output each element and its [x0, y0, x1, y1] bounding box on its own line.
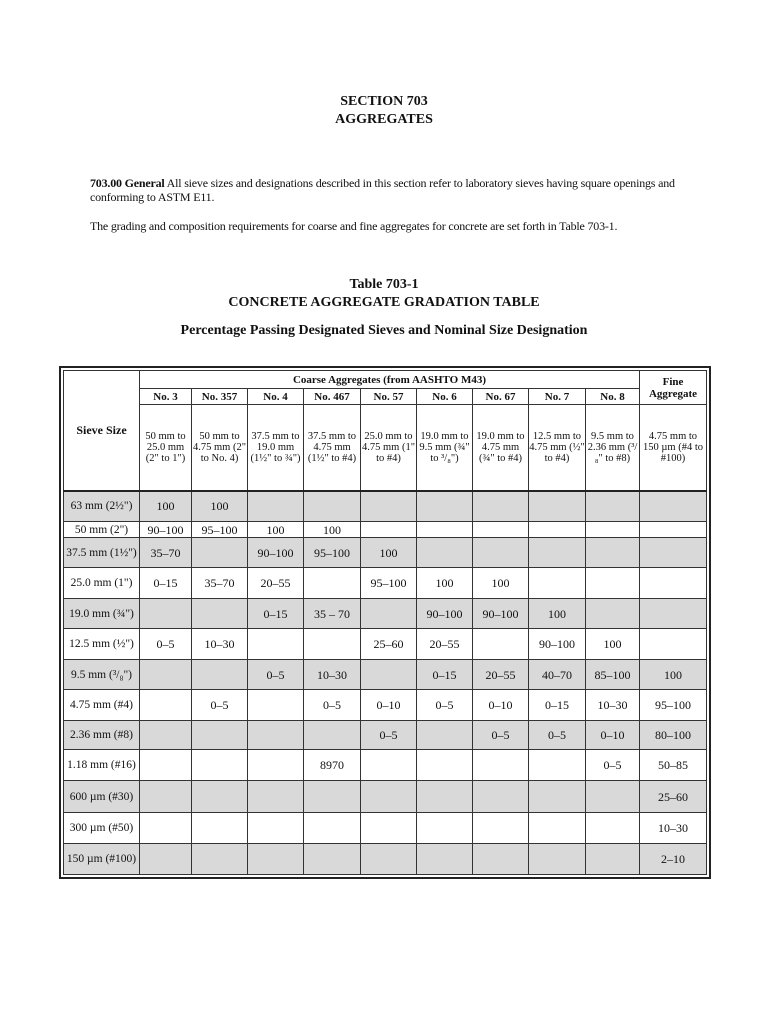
percent-passing-cell: 0–5	[473, 721, 529, 750]
grading-paragraph: The grading and composition requirements for coarse and fine aggregates for concrete are set forth in Table 703-1.	[90, 219, 618, 233]
column-name-header: No. 3	[140, 389, 192, 405]
percent-passing-cell: 100	[529, 599, 586, 629]
percent-passing-cell	[473, 538, 529, 568]
percent-passing-cell: 100	[361, 538, 417, 568]
percent-passing-cell: 0–15	[417, 660, 473, 690]
percent-passing-cell: 0–5	[304, 690, 361, 721]
table-row	[64, 629, 707, 660]
percent-passing-cell	[140, 660, 192, 690]
column-name-header: No. 357	[192, 389, 248, 405]
percent-passing-cell	[640, 568, 707, 599]
percent-passing-cell: 100	[473, 568, 529, 599]
sieve-size-cell: 63 mm (2½")	[64, 491, 140, 522]
percent-passing-cell	[248, 629, 304, 660]
percent-passing-cell	[586, 568, 640, 599]
percent-passing-cell	[140, 813, 192, 844]
percent-passing-cell: 0–5	[140, 629, 192, 660]
percent-passing-cell: 0–15	[529, 690, 586, 721]
sieve-size-cell: 2.36 mm (#8)	[64, 721, 140, 750]
percent-passing-cell	[417, 813, 473, 844]
percent-passing-cell	[473, 781, 529, 813]
percent-passing-cell	[361, 844, 417, 875]
percent-passing-cell	[417, 721, 473, 750]
percent-passing-cell: 80–100	[640, 721, 707, 750]
percent-passing-cell: 95–100	[304, 538, 361, 568]
table-row	[64, 522, 707, 538]
percent-passing-cell: 20–55	[417, 629, 473, 660]
percent-passing-cell	[640, 522, 707, 538]
percent-passing-cell: 20–55	[248, 568, 304, 599]
table-row	[64, 721, 707, 750]
percent-passing-cell: 2–10	[640, 844, 707, 875]
percent-passing-cell	[473, 813, 529, 844]
percent-passing-cell	[586, 491, 640, 522]
percent-passing-cell	[304, 813, 361, 844]
sieve-size-header: Sieve Size	[64, 371, 140, 491]
percent-passing-cell	[140, 844, 192, 875]
percent-passing-cell: 100	[304, 522, 361, 538]
percent-passing-cell	[529, 844, 586, 875]
percent-passing-cell	[473, 522, 529, 538]
sieve-size-cell: 4.75 mm (#4)	[64, 690, 140, 721]
column-size-range: 19.0 mm to 9.5 mm (¾" to ³/₈")	[417, 405, 473, 491]
column-name-header: No. 57	[361, 389, 417, 405]
percent-passing-cell: 0–5	[248, 660, 304, 690]
table-row	[64, 660, 707, 690]
percent-passing-cell: 0–15	[140, 568, 192, 599]
percent-passing-cell: 0–10	[473, 690, 529, 721]
percent-passing-cell: 100	[192, 491, 248, 522]
percent-passing-cell: 95–100	[640, 690, 707, 721]
percent-passing-cell: 95–100	[361, 568, 417, 599]
percent-passing-cell	[473, 750, 529, 781]
column-size-range: 50 mm to 4.75 mm (2" to No. 4)	[192, 405, 248, 491]
percent-passing-cell	[248, 721, 304, 750]
percent-passing-cell	[361, 522, 417, 538]
percent-passing-cell	[529, 491, 586, 522]
percent-passing-cell	[417, 750, 473, 781]
section-title: AGGREGATES	[335, 112, 433, 127]
percent-passing-cell	[529, 538, 586, 568]
general-text: All sieve sizes and designations described in this section refer to laboratory sieves having square openings and conforming to ASTM E11.	[90, 176, 675, 204]
percent-passing-cell	[248, 750, 304, 781]
percent-passing-cell	[586, 538, 640, 568]
sieve-size-cell: 300 µm (#50)	[64, 813, 140, 844]
sieve-size-cell: 150 µm (#100)	[64, 844, 140, 875]
percent-passing-cell	[586, 522, 640, 538]
percent-passing-cell	[192, 750, 248, 781]
percent-passing-cell	[361, 813, 417, 844]
percent-passing-cell	[192, 844, 248, 875]
percent-passing-cell	[586, 599, 640, 629]
percent-passing-cell	[586, 813, 640, 844]
table-number: Table 703-1	[349, 277, 419, 292]
percent-passing-cell	[473, 491, 529, 522]
table-row	[64, 844, 707, 875]
percent-passing-cell: 0–5	[192, 690, 248, 721]
percent-passing-cell	[417, 781, 473, 813]
column-name-header: No. 6	[417, 389, 473, 405]
percent-passing-cell: 25–60	[361, 629, 417, 660]
sieve-size-cell: 50 mm (2")	[64, 522, 140, 538]
fine-aggregate-header: Fine Aggregate	[640, 371, 707, 405]
percent-passing-cell: 100	[248, 522, 304, 538]
percent-passing-cell	[248, 813, 304, 844]
column-name-header: No. 4	[248, 389, 304, 405]
gradation-table-frame	[59, 366, 711, 879]
table-row	[64, 750, 707, 781]
percent-passing-cell	[361, 750, 417, 781]
column-name-header: No. 67	[473, 389, 529, 405]
percent-passing-cell: 0–5	[586, 750, 640, 781]
percent-passing-cell: 10–30	[192, 629, 248, 660]
percent-passing-cell	[248, 781, 304, 813]
sieve-size-cell: 600 µm (#30)	[64, 781, 140, 813]
percent-passing-cell	[586, 781, 640, 813]
percent-passing-cell: 10–30	[586, 690, 640, 721]
percent-passing-cell	[248, 844, 304, 875]
percent-passing-cell	[192, 599, 248, 629]
percent-passing-cell: 90–100	[473, 599, 529, 629]
percent-passing-cell	[473, 629, 529, 660]
percent-passing-cell	[304, 781, 361, 813]
percent-passing-cell: 0–5	[417, 690, 473, 721]
percent-passing-cell: 90–100	[529, 629, 586, 660]
table-row	[64, 781, 707, 813]
section-heading	[0, 93, 768, 129]
percent-passing-cell: 20–55	[473, 660, 529, 690]
percent-passing-cell	[640, 491, 707, 522]
table-subtitle: Percentage Passing Designated Sieves and Nominal Size Designation	[180, 323, 588, 338]
percent-passing-cell	[640, 599, 707, 629]
percent-passing-cell	[140, 721, 192, 750]
percent-passing-cell: 100	[640, 660, 707, 690]
percent-passing-cell	[529, 781, 586, 813]
percent-passing-cell	[417, 844, 473, 875]
percent-passing-cell: 35 – 70	[304, 599, 361, 629]
column-name-header: No. 7	[529, 389, 586, 405]
column-size-range: 50 mm to 25.0 mm (2" to 1")	[140, 405, 192, 491]
table-heading	[0, 276, 768, 312]
table-row	[64, 568, 707, 599]
column-size-range: 25.0 mm to 4.75 mm (1" to #4)	[361, 405, 417, 491]
column-size-range: 19.0 mm to 4.75 mm (¾" to #4)	[473, 405, 529, 491]
coarse-aggregates-header: Coarse Aggregates (from AASHTO M43)	[140, 371, 640, 389]
percent-passing-cell	[586, 844, 640, 875]
percent-passing-cell	[192, 538, 248, 568]
table-row	[64, 491, 707, 522]
percent-passing-cell: 25–60	[640, 781, 707, 813]
percent-passing-cell: 0–15	[248, 599, 304, 629]
sieve-size-cell: 1.18 mm (#16)	[64, 750, 140, 781]
percent-passing-cell	[304, 721, 361, 750]
percent-passing-cell: 95–100	[192, 522, 248, 538]
gradation-table	[63, 370, 707, 875]
percent-passing-cell	[417, 491, 473, 522]
table-row	[64, 813, 707, 844]
sieve-size-cell: 12.5 mm (½")	[64, 629, 140, 660]
percent-passing-cell	[140, 690, 192, 721]
table-row	[64, 538, 707, 568]
percent-passing-cell	[192, 721, 248, 750]
percent-passing-cell	[140, 781, 192, 813]
section-number: SECTION 703	[340, 94, 428, 109]
percent-passing-cell	[361, 660, 417, 690]
percent-passing-cell	[361, 599, 417, 629]
percent-passing-cell: 0–5	[361, 721, 417, 750]
sieve-size-cell: 19.0 mm (¾")	[64, 599, 140, 629]
percent-passing-cell	[417, 538, 473, 568]
column-size-range: 37.5 mm to 19.0 mm (1½" to ¾")	[248, 405, 304, 491]
sieve-size-cell: 25.0 mm (1")	[64, 568, 140, 599]
percent-passing-cell: 100	[586, 629, 640, 660]
general-paragraph	[90, 176, 680, 204]
percent-passing-cell	[304, 568, 361, 599]
percent-passing-cell	[640, 629, 707, 660]
table-title: CONCRETE AGGREGATE GRADATION TABLE	[228, 295, 540, 310]
table-row	[64, 599, 707, 629]
fine-size-range: 4.75 mm to 150 µm (#4 to #100)	[640, 405, 707, 491]
percent-passing-cell: 10–30	[640, 813, 707, 844]
percent-passing-cell: 35–70	[140, 538, 192, 568]
percent-passing-cell	[473, 844, 529, 875]
percent-passing-cell	[361, 781, 417, 813]
percent-passing-cell	[529, 813, 586, 844]
percent-passing-cell	[417, 522, 473, 538]
percent-passing-cell	[529, 522, 586, 538]
percent-passing-cell	[529, 750, 586, 781]
percent-passing-cell	[640, 538, 707, 568]
percent-passing-cell: 100	[417, 568, 473, 599]
table-row	[64, 690, 707, 721]
percent-passing-cell: 50–85	[640, 750, 707, 781]
percent-passing-cell: 10–30	[304, 660, 361, 690]
percent-passing-cell	[529, 568, 586, 599]
column-size-range: 12.5 mm to 4.75 mm (½" to #4)	[529, 405, 586, 491]
percent-passing-cell	[304, 629, 361, 660]
percent-passing-cell	[140, 599, 192, 629]
percent-passing-cell: 85–100	[586, 660, 640, 690]
column-size-range: 37.5 mm to 4.75 mm (1½" to #4)	[304, 405, 361, 491]
percent-passing-cell	[248, 491, 304, 522]
percent-passing-cell	[192, 660, 248, 690]
percent-passing-cell	[192, 813, 248, 844]
column-size-range: 9.5 mm to 2.36 mm (³/₈" to #8)	[586, 405, 640, 491]
percent-passing-cell	[304, 491, 361, 522]
percent-passing-cell: 90–100	[248, 538, 304, 568]
percent-passing-cell: 100	[140, 491, 192, 522]
percent-passing-cell	[192, 781, 248, 813]
sieve-size-cell: 37.5 mm (1½")	[64, 538, 140, 568]
column-name-header: No. 8	[586, 389, 640, 405]
percent-passing-cell: 90–100	[140, 522, 192, 538]
percent-passing-cell: 40–70	[529, 660, 586, 690]
percent-passing-cell: 0–10	[586, 721, 640, 750]
percent-passing-cell	[304, 844, 361, 875]
percent-passing-cell: 0–5	[529, 721, 586, 750]
general-label: 703.00 General	[90, 176, 165, 190]
percent-passing-cell: 90–100	[417, 599, 473, 629]
percent-passing-cell	[248, 690, 304, 721]
percent-passing-cell: 0–10	[361, 690, 417, 721]
sieve-size-cell: 9.5 mm (³/₈")	[64, 660, 140, 690]
column-name-header: No. 467	[304, 389, 361, 405]
percent-passing-cell	[361, 491, 417, 522]
percent-passing-cell	[140, 750, 192, 781]
percent-passing-cell: 35–70	[192, 568, 248, 599]
percent-passing-cell: 8970	[304, 750, 361, 781]
